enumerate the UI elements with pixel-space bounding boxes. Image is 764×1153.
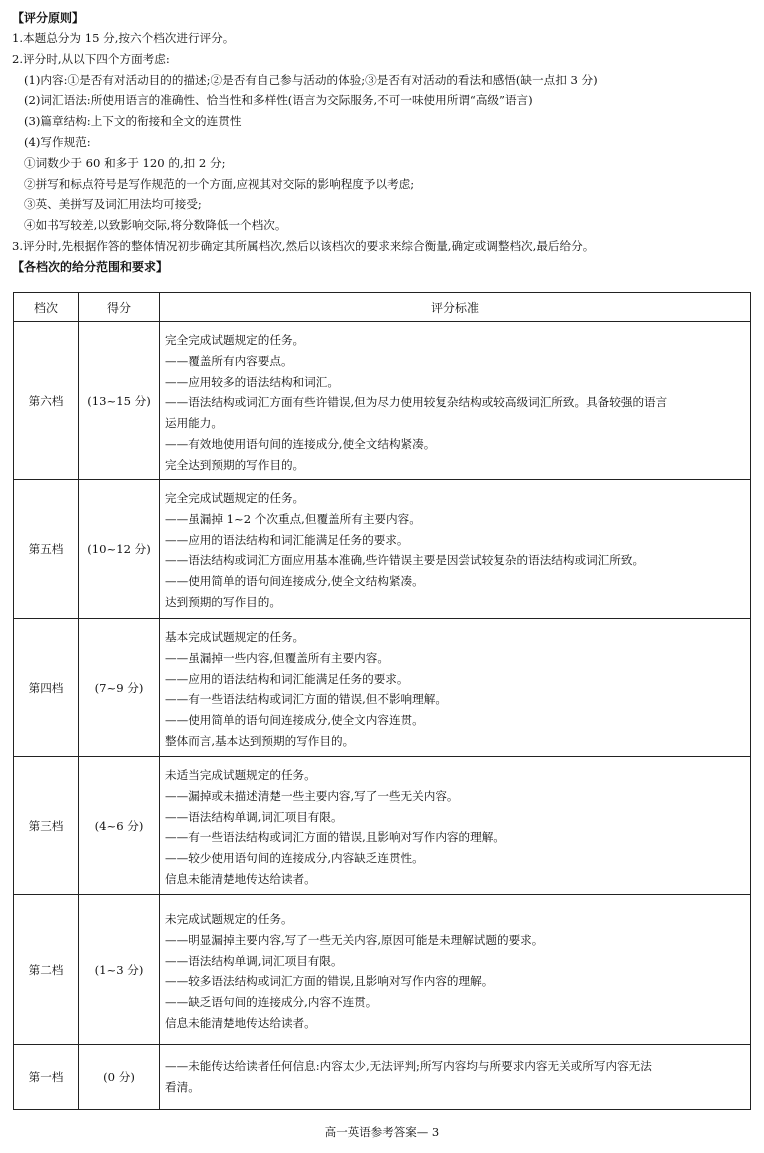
scoring-principles — [12, 8, 752, 277]
criteria-cell — [160, 1045, 751, 1110]
criteria-line: ——使用简单的语句间连接成分,使全文内容连贯。 — [165, 713, 424, 728]
criteria-line: ——语法结构单调,词汇项目有限。 — [165, 953, 343, 968]
score-cell: (10~12 分) — [79, 480, 160, 619]
criteria-cell — [160, 895, 751, 1045]
principle-1: 1.本题总分为 15 分,按六个档次进行评分。 — [12, 31, 235, 45]
criteria-line: ——虽漏掉 1~2 个次重点,但覆盖所有主要内容。 — [165, 511, 421, 526]
header-criteria: 评分标准 — [160, 293, 751, 322]
table-row — [14, 895, 751, 1045]
criteria-line: ——有一些语法结构或词汇方面的错误,但不影响理解。 — [165, 692, 447, 707]
criteria-line: ——有一些语法结构或词汇方面的错误,且影响对写作内容的理解。 — [165, 830, 505, 845]
norm-spelling: ②拼写和标点符号是写作规范的一个方面,应视其对交际的影响程度予以考虑; — [24, 176, 415, 191]
criteria-line: ——语法结构或词汇方面应用基本准确,些许错误主要是因尝试较复杂的语法结构或词汇所致。 — [165, 553, 645, 568]
norm-word-count: ①词数少于 60 和多于 120 的,扣 2 分; — [24, 155, 226, 170]
criteria-line: 完全完成试题规定的任务。 — [165, 491, 305, 505]
criterion-vocab-grammar: (2)词汇语法:所使用语言的准确性、恰当性和多样性(语言为交际服务,不可一味使用所谓“高级”语言) — [24, 93, 533, 108]
criteria-line: ——较少使用语句间的连接成分,内容缺乏连贯性。 — [165, 851, 424, 866]
criteria-line: ——漏掉或未描述清楚一些主要内容,写了一些无关内容。 — [165, 788, 459, 803]
criteria-line: ——有效地使用语句间的连接成分,使全文结构紧凑。 — [165, 436, 436, 451]
criteria-line: ——使用简单的语句间连接成分,使全文结构紧凑。 — [165, 574, 424, 589]
criteria-line: ——缺乏语句间的连接成分,内容不连贯。 — [165, 995, 378, 1010]
criteria-line: 整体而言,基本达到预期的写作目的。 — [165, 733, 355, 748]
level-cell: 第一档 — [14, 1045, 79, 1110]
level-cell: 第五档 — [14, 480, 79, 619]
criteria-cell — [160, 480, 751, 619]
criteria-line: ——语法结构单调,词汇项目有限。 — [165, 809, 343, 824]
criterion-content: (1)内容:①是否有对活动目的的描述;②是否有自己参与活动的体验;③是否有对活动的看法和感悟(缺一点扣 3 分) — [24, 72, 598, 87]
table-row — [14, 1045, 751, 1110]
table-header-row — [14, 293, 751, 322]
criterion-writing-norms: (4)写作规范: — [24, 134, 91, 149]
norm-handwriting: ④如书写较差,以致影响交际,将分数降低一个档次。 — [24, 218, 287, 233]
criteria-line: ——明显漏掉主要内容,写了一些无关内容,原因可能是未理解试题的要求。 — [165, 932, 544, 947]
norm-uk-us: ③英、美拼写及词汇用法均可接受; — [24, 197, 202, 212]
criteria-line: 完全达到预期的写作目的。 — [165, 457, 305, 472]
grading-table — [13, 292, 751, 1110]
table-row — [14, 480, 751, 619]
criteria-line: 未完成试题规定的任务。 — [165, 912, 293, 926]
criteria-line: ——较多语法结构或词汇方面的错误,且影响对写作内容的理解。 — [165, 974, 494, 989]
header-level: 档次 — [14, 293, 79, 322]
criteria-line: 运用能力。 — [165, 416, 223, 431]
criteria-line: ——应用较多的语法结构和词汇。 — [165, 374, 339, 389]
score-cell: (13~15 分) — [79, 322, 160, 480]
criteria-line: ——未能传达给读者任何信息:内容太少,无法评判;所写内容均与所要求内容无关或所写内容无法 — [165, 1059, 652, 1074]
table-row — [14, 757, 751, 895]
criteria-line: 未适当完成试题规定的任务。 — [165, 768, 316, 782]
page-footer: 高一英语参考答案— 3 — [324, 1125, 440, 1139]
principle-3: 3.评分时,先根据作答的整体情况初步确定其所属档次,然后以该档次的要求来综合衡量,确定或调整档次,最后给分。 — [12, 238, 595, 253]
criteria-line: ——虽漏掉一些内容,但覆盖所有主要内容。 — [165, 650, 389, 665]
principles-title: 【评分原则】 — [12, 11, 85, 25]
principle-2: 2.评分时,从以下四个方面考虑: — [12, 51, 170, 66]
level-cell: 第六档 — [14, 322, 79, 480]
level-cell: 第四档 — [14, 619, 79, 757]
criteria-cell — [160, 322, 751, 480]
criteria-line: ——应用的语法结构和词汇能满足任务的要求。 — [165, 671, 409, 686]
criteria-line: 信息未能清楚地传达给读者。 — [165, 871, 316, 886]
level-cell: 第三档 — [14, 757, 79, 895]
criteria-line: ——语法结构或词汇方面有些许错误,但为尽力使用较复杂结构或较高级词汇所致。具备较强的语言 — [165, 395, 668, 410]
score-cell: (4~6 分) — [79, 757, 160, 895]
table-row — [14, 322, 751, 480]
criteria-line: ——覆盖所有内容要点。 — [165, 353, 293, 368]
criteria-cell — [160, 619, 751, 757]
score-cell: (0 分) — [79, 1045, 160, 1110]
criteria-line: ——应用的语法结构和词汇能满足任务的要求。 — [165, 532, 409, 547]
criteria-line: 信息未能清楚地传达给读者。 — [165, 1015, 316, 1030]
criteria-line: 完全完成试题规定的任务。 — [165, 333, 305, 347]
score-cell: (1~3 分) — [79, 895, 160, 1045]
level-cell: 第二档 — [14, 895, 79, 1045]
criteria-line: 看清。 — [165, 1080, 200, 1094]
criteria-cell — [160, 757, 751, 895]
criteria-line: 达到预期的写作目的。 — [165, 594, 281, 609]
criteria-line: 基本完成试题规定的任务。 — [165, 630, 305, 644]
score-cell: (7~9 分) — [79, 619, 160, 757]
levels-title: 【各档次的给分范围和要求】 — [12, 259, 169, 274]
header-score: 得分 — [79, 293, 160, 322]
criterion-structure: (3)篇章结构:上下文的衔接和全文的连贯性 — [24, 114, 242, 129]
table-row — [14, 619, 751, 757]
